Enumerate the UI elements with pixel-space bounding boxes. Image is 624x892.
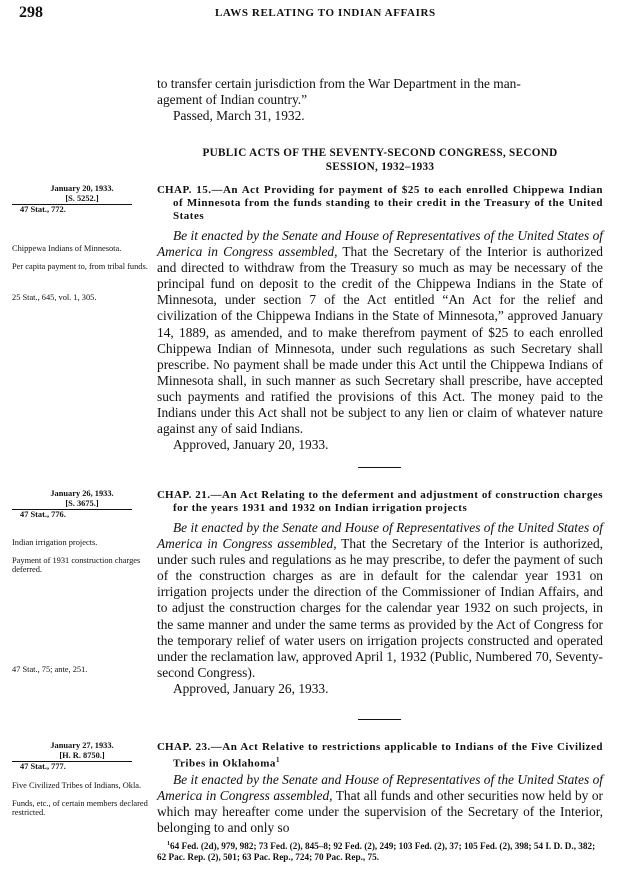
footnote — [157, 839, 603, 862]
ch15-title — [157, 184, 603, 223]
ch15-note-3: 25 Stat., 645, vol. 1, 305. — [12, 293, 97, 302]
ch21-note-3: 47 Stat., 75; ante, 251. — [12, 665, 88, 674]
section-heading-line-2: SESSION, 1932–1933 — [325, 161, 435, 173]
ch23-title — [157, 741, 603, 771]
ch21-margin-citation — [12, 489, 152, 520]
ch21-approved: Approved, January 26, 1933. — [173, 680, 329, 696]
ch15-enacting-clause: Be it enacted by the Senate and House of Representatives of the United States of America in Congress assembled, — [157, 228, 603, 260]
footnote-mark: 1 — [167, 841, 170, 847]
ch23-footnote-ref: 1 — [275, 756, 280, 764]
ch23-note-1: Five Civilized Tribes of Indians, Okla. — [12, 781, 142, 790]
ch23-body — [157, 772, 603, 836]
ch21-title-cap: C — [157, 489, 165, 501]
ch21-body — [157, 520, 603, 697]
section-rule-2 — [358, 719, 401, 720]
ch15-body-text: That the Secretary of the Interior is authorized and directed to withdraw from the Treasury so much as may be necessary of the principal fund on deposit to the credit of the Chippewa Indians in the State of Minnesota, under section 7 of the Act entitled “An Act for the relief and civilization of the Chippewa Indians in the State of Minnesota,” approved January 14, 1889, as amended, and to make therefrom payment of $25 to each enrolled Chippewa Indian of Minnesota, under such regulations as such Secretary shall prescribe. No payment shall be made under this Act until the Chippewa Indians of Minnesota shall, in such manner as such Secretary shall prescribe, have accepted such payments and ratified the provisions of this Act. The money paid to the Indians under this Act shall not be subject to any lien or claim of whatever nature against any of said Indians. — [157, 244, 603, 437]
page-number: 298 — [19, 4, 43, 21]
section-rule-1 — [358, 467, 401, 468]
ch23-title-text: HAP. 23.—An Act Relative to restrictions applicable to Indians of the Five Civilized Tribes in Oklahoma — [164, 741, 603, 770]
ch23-stat: 47 Stat., 777. — [20, 762, 66, 772]
ch15-bill: [S. 5252.] — [65, 193, 99, 203]
running-head: LAWS RELATING TO INDIAN AFFAIRS — [215, 7, 436, 19]
ch15-margin-citation — [12, 184, 152, 215]
passed-date: Passed, March 31, 1932. — [173, 108, 305, 124]
ch15-note-1: Chippewa Indians of Minnesota. — [12, 244, 122, 253]
intro-block — [157, 76, 603, 124]
ch23-bill: [H. R. 8750.] — [59, 750, 105, 760]
intro-line-1: to transfer certain jurisdiction from the War Department in the man- — [157, 76, 521, 91]
ch21-note-1: Indian irrigation projects. — [12, 538, 98, 547]
ch15-body — [157, 228, 603, 453]
ch15-stat: 47 Stat., 772. — [20, 205, 66, 215]
ch15-approved: Approved, January 20, 1933. — [173, 437, 329, 453]
ch21-bill: [S. 3675.] — [65, 498, 99, 508]
ch15-date: January 20, 1933. — [50, 184, 114, 193]
ch21-stat: 47 Stat., 776. — [20, 510, 66, 520]
ch21-date: January 26, 1933. — [50, 489, 114, 498]
ch23-date: January 27, 1933. — [50, 741, 114, 750]
ch21-title — [157, 489, 603, 515]
ch23-margin-citation — [12, 741, 152, 772]
ch21-enacting-clause: Be it enacted by the Senate and House of Representatives of the United States of America in Congress assembled, — [157, 520, 603, 552]
ch23-title-cap: C — [157, 741, 165, 753]
ch23-note-2: Funds, etc., of certain members declared restricted. — [12, 799, 148, 817]
ch15-title-text: HAP. 15.—An Act Providing for payment of $25 to each enrolled Chippewa Indian of Minnesota from the funds standing to their credit in the Treasury of the United States — [164, 184, 603, 222]
ch15-title-cap: C — [157, 184, 165, 196]
ch15-note-2: Per capita payment to, from tribal funds. — [12, 262, 148, 271]
ch23-body-text: That all funds and other securities now held by or which may hereafter come under the supervision of the Secretary of the Interior, belonging to and only so — [157, 788, 603, 836]
section-heading — [157, 146, 603, 174]
ch23-enacting-clause: Be it enacted by the Senate and House of Representatives of the United States of America in Congress assembled, — [157, 772, 603, 804]
ch21-note-2: Payment of 1931 construction charges deferred. — [12, 556, 141, 574]
intro-line-2: agement of Indian country.” — [157, 92, 308, 108]
footnote-text: 64 Fed. (2d), 979, 982; 73 Fed. (2), 845–8; 92 Fed. (2), 249; 103 Fed. (2), 37; 105 Fed. (2), 398; 54 I. D. D., 382; 62 Pac. Rep. (2), 501; 63 Pac. Rep., 724; 70 Pac. Rep., 75. — [157, 841, 596, 862]
ch21-body-text: That the Secretary of the Interior is authorized, under such rules and regulations as he may prescribe, to defer the payment of such of the construction charges as are in default for the calendar year 1931 on irrigation projects under the direction of the Commissioner of Indian Affairs, and to adjust the construction charges for the calendar year 1932 on such projects, in the same manner and under the same terms as provided by the Act of Congress for the temporary relief of water users on irrigation projects constructed and operated under the reclamation law, approved April 1, 1932 (Public, Numbered 70, Seventy-second Congress). — [157, 536, 603, 680]
ch21-title-text: HAP. 21.—An Act Relating to the deferment and adjustment of construction charges for the years 1931 and 1932 on Indian irrigation projects — [164, 489, 603, 514]
section-heading-line-1: PUBLIC ACTS OF THE SEVENTY-SECOND CONGRESS, SECOND — [202, 147, 558, 159]
